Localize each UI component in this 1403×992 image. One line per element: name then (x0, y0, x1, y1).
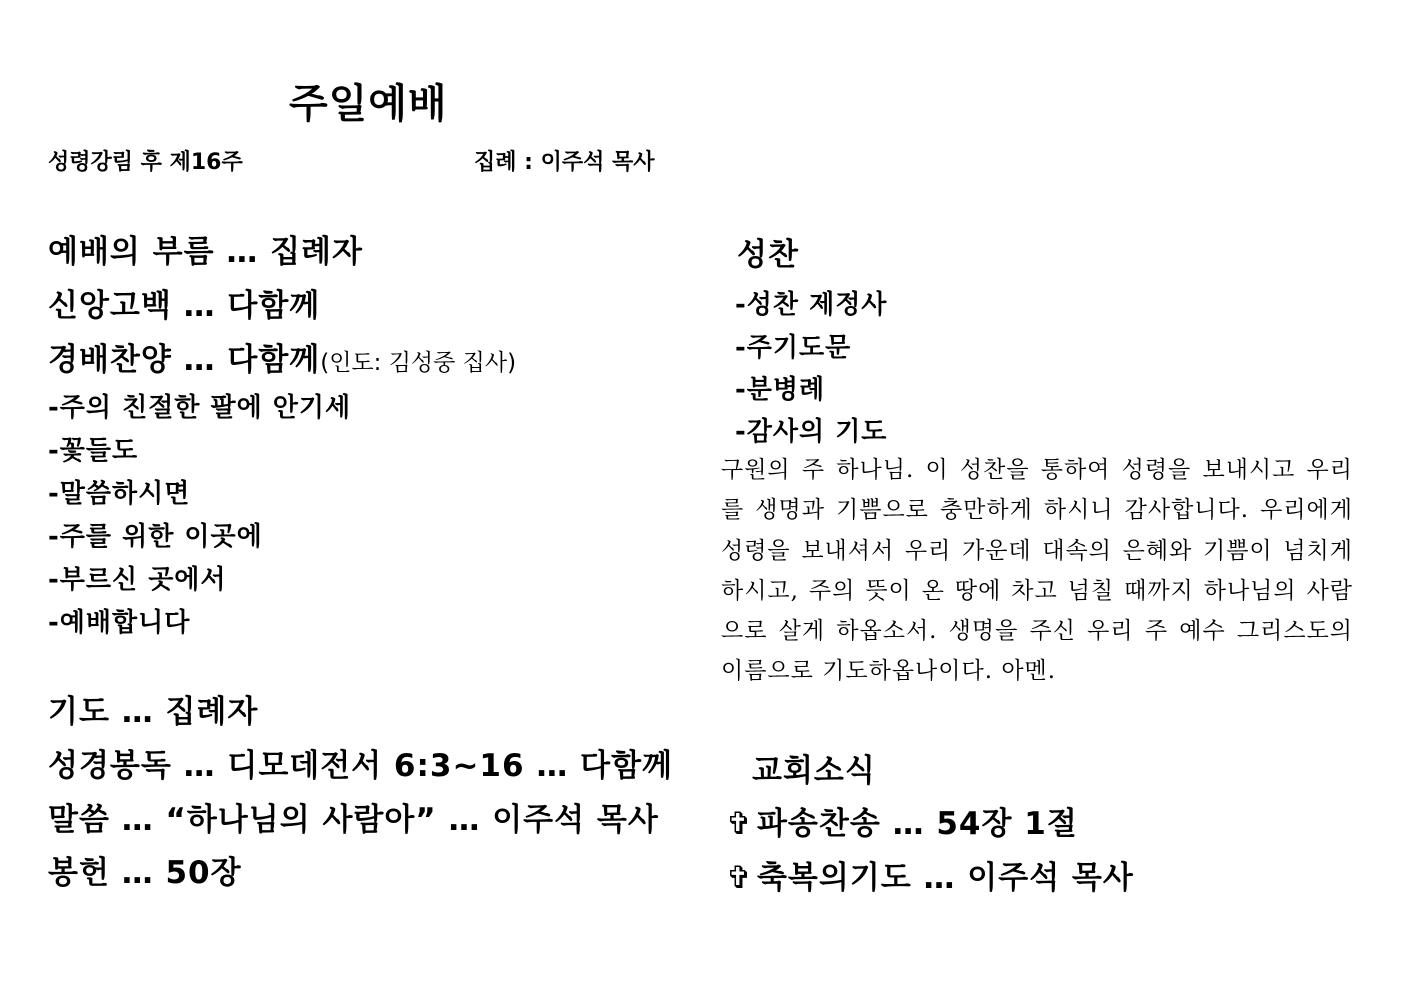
order-creed (48, 280, 320, 325)
order-offering (48, 847, 242, 892)
order-detail: … 집례자 (109, 694, 259, 730)
order-call-to-worship (48, 226, 363, 271)
cross-icon: ✞ (726, 806, 753, 842)
order-benediction (726, 852, 1134, 897)
order-detail: … 다함께 (171, 342, 321, 378)
order-name: 신앙고백 (48, 288, 172, 324)
page-title: 주일예배 (289, 81, 448, 127)
order-name: 축복의기도 (756, 860, 912, 896)
order-name: 파송찬송 (756, 806, 881, 842)
praise-leader-note: (인도: 김성중 집사) (320, 350, 517, 376)
song-item: -예배합니다 (48, 608, 191, 638)
order-scripture-reading (48, 740, 673, 785)
presider-label: 집례 : 이주석 목사 (474, 150, 655, 175)
communion-item: -주기도문 (735, 333, 852, 363)
order-detail: … 디모데전서 6:3~16 … 다함께 (171, 748, 673, 784)
communion-item: -성찬 제정사 (735, 290, 888, 320)
order-sermon (48, 794, 659, 839)
song-item: -꽃들도 (48, 436, 139, 466)
order-name: 말씀 (48, 802, 110, 838)
order-prayer (48, 686, 258, 731)
communion-item: -감사의 기도 (735, 417, 888, 447)
cross-icon: ✞ (726, 860, 753, 896)
order-name: 예배의 부름 (48, 234, 215, 270)
order-name: 기도 (48, 694, 110, 730)
church-week-label: 성령강림 후 제16주 (48, 150, 243, 175)
song-item: -주의 친절한 팔에 안기세 (48, 393, 352, 423)
order-praise (48, 334, 516, 379)
thanksgiving-prayer-text: 구원의 주 하나님. 이 성찬을 통하여 성령을 보내시고 우리를 생명과 기쁨으로 충만하게 하시니 감사합니다. 우리에게 성령을 보내셔서 우리 가운데 대속의 은혜와 기쁨이 넘치게 하시고, 주의 뜻이 온 땅에 차고 넘칠 때까지 하나님의 사람으로 살게 하옵소서. 생명을 주신 우리 주 예수 그리스도의 이름으로 기도하옵나이다. 아멘. (721, 457, 1353, 685)
church-news-title: 교회소식 (752, 753, 876, 789)
order-detail: … “하나님의 사람아” … 이주석 목사 (109, 802, 659, 838)
order-name: 성경봉독 (48, 748, 172, 784)
order-detail: … 집례자 (214, 234, 363, 270)
order-name: 봉헌 (48, 855, 110, 891)
order-name: 경배찬양 (48, 342, 172, 378)
order-detail: … 50장 (109, 855, 242, 891)
order-detail: … 다함께 (171, 288, 321, 324)
communion-title: 성찬 (737, 237, 799, 273)
order-sending-hymn (726, 798, 1078, 843)
song-item: -부르신 곳에서 (48, 565, 227, 595)
song-item: -말씀하시면 (48, 479, 191, 509)
song-item: -주를 위한 이곳에 (48, 522, 263, 552)
order-detail: … 54장 1절 (880, 806, 1078, 842)
communion-item: -분병례 (735, 375, 826, 405)
order-detail: … 이주석 목사 (911, 860, 1134, 896)
